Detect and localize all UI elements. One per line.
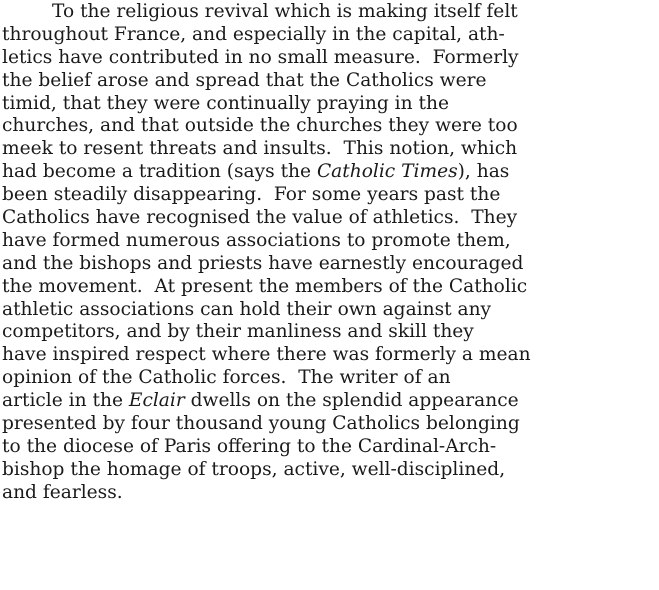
text-segment: ), has xyxy=(457,161,510,183)
text-segment: letics have contributed in no small measure. Formerly xyxy=(2,46,519,68)
text-segment: the belief arose and spread that the Catholics were xyxy=(2,69,487,91)
text-segment: Catholics have recognised the value of athletics. They xyxy=(2,207,518,229)
text-line xyxy=(2,299,658,322)
text-segment: have inspired respect where there was formerly a mean xyxy=(2,344,531,366)
text-segment: throughout France, and especially in the capital, ath- xyxy=(2,23,505,45)
text-line xyxy=(2,161,658,184)
text-line xyxy=(2,24,658,47)
text-line xyxy=(2,413,658,436)
text-line xyxy=(2,390,658,413)
text-line xyxy=(2,253,658,276)
text-segment: had become a tradition (says the xyxy=(2,161,317,183)
text-segment: opinion of the Catholic forces. The writer of an xyxy=(2,367,451,389)
italic-title: Catholic Times xyxy=(316,161,458,183)
text-line xyxy=(2,321,658,344)
text-line xyxy=(2,93,658,116)
text-segment: to the diocese of Paris offering to the Cardinal-Arch- xyxy=(2,435,497,457)
text-line xyxy=(2,47,658,70)
text-segment: and fearless. xyxy=(2,481,123,503)
text-segment: been steadily disappearing. For some years past the xyxy=(2,184,501,206)
text-line xyxy=(2,344,658,367)
text-segment: churches, and that outside the churches they were too xyxy=(2,115,518,137)
text-line xyxy=(2,459,658,482)
text-segment: and the bishops and priests have earnestly encouraged xyxy=(2,252,524,274)
text-segment: meek to resent threats and insults. This notion, which xyxy=(2,138,518,160)
text-line xyxy=(2,276,658,299)
text-line xyxy=(2,138,658,161)
text-segment: have formed numerous associations to promote them, xyxy=(2,229,511,251)
text-line xyxy=(2,1,658,24)
text-line xyxy=(2,70,658,93)
text-segment: article in the xyxy=(2,390,129,412)
text-segment: the movement. At present the members of the Catholic xyxy=(2,275,528,297)
article-text xyxy=(2,1,658,505)
text-segment: competitors, and by their manliness and skill they xyxy=(2,321,474,343)
italic-title: Eclair xyxy=(128,390,185,412)
text-line xyxy=(2,436,658,459)
text-segment: presented by four thousand young Catholics belonging xyxy=(2,413,520,435)
text-line xyxy=(2,184,658,207)
text-line xyxy=(2,367,658,390)
text-line xyxy=(2,230,658,253)
text-line xyxy=(2,482,658,505)
text-line xyxy=(2,207,658,230)
text-segment: athletic associations can hold their own against any xyxy=(2,298,492,320)
text-segment: dwells on the splendid appearance xyxy=(184,390,519,412)
text-line xyxy=(2,115,658,138)
text-segment: timid, that they were continually praying in the xyxy=(2,92,449,114)
text-segment: To the religious revival which is making itself felt xyxy=(52,1,518,22)
text-segment: bishop the homage of troops, active, well-disciplined, xyxy=(2,458,506,480)
